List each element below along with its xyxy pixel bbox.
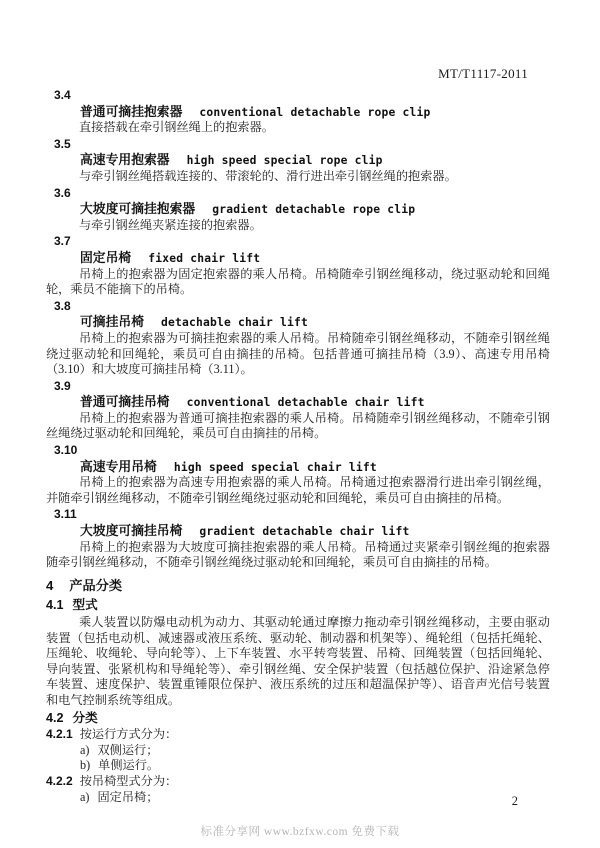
term-chinese: 高速专用抱索器: [80, 152, 170, 168]
term-section-3-5: [46, 137, 550, 185]
clause-number: 3.6: [54, 185, 71, 200]
list-item-text: 单侧运行。: [98, 758, 160, 773]
clause-4-2-1-text: 按运行方式分为：: [79, 727, 178, 742]
clause-4-1-title: 型式: [72, 598, 98, 613]
clause-4-heading: [46, 578, 550, 594]
term-english: gradient detachable chair lift: [199, 525, 410, 539]
clause-number: 3.7: [54, 234, 71, 249]
term-chinese: 可摘挂吊椅: [80, 314, 144, 330]
list-item-label: a): [80, 789, 90, 804]
clause-4-2-title: 分类: [72, 710, 98, 725]
term-english: conventional detachable chair lift: [186, 396, 425, 410]
term-heading: [46, 201, 550, 218]
clause-4-2-2-number: 4.2.2: [46, 773, 73, 788]
term-heading: [46, 314, 550, 331]
term-section-3-9: [46, 379, 550, 442]
term-english: conventional detachable rope clip: [199, 105, 431, 119]
clause-4-2-2-heading: [46, 774, 550, 790]
term-chinese: 普通可摘挂吊椅: [80, 394, 170, 410]
clause-number: 3.5: [54, 136, 71, 151]
term-chinese: 固定吊椅: [80, 249, 132, 265]
term-english: high speed special rope clip: [186, 154, 383, 168]
term-heading: [46, 104, 550, 121]
term-definition: 与牵引钢丝绳搭载连接的、带滚轮的、滑行进出牵引钢丝绳的抱索器。: [79, 168, 457, 183]
clause-number: 3.8: [54, 298, 71, 313]
term-definition: 吊椅上的抱索器为可摘挂抱索器的乘人吊椅。吊椅随牵引钢丝绳移动，不随牵引钢丝绳绕过驱动轮和回绳轮，乘员可自由摘挂的吊椅。包括普通可摘挂吊椅（3.9）、高速专用吊椅（3.10）和大坡度可摘挂吊椅（3.11）。: [46, 330, 550, 377]
page-content: [46, 88, 550, 805]
clause-number: 3.9: [54, 378, 71, 393]
watermark-text: 标准分享网 www.bzfxw.com 免费下载: [200, 826, 400, 838]
term-section-3-6: [46, 186, 550, 234]
term-definition: 吊椅上的抱索器为普通可摘挂抱索器的乘人吊椅。吊椅随牵引钢丝绳移动，不随牵引钢丝绳绕过驱动轮和回绳轮，乘员可自由摘挂的吊椅。: [46, 410, 550, 441]
term-definition: 吊椅上的抱索器为高速专用抱索器的乘人吊椅。吊椅通过抱索器滑行进出牵引钢丝绳，并随牵引钢丝绳移动，不随牵引钢丝绳绕过驱动轮和回绳轮，乘员可自由摘挂的吊椅。: [46, 475, 550, 505]
clause-4-2-1-heading: [46, 727, 550, 743]
term-section-3-10: [46, 443, 550, 506]
list-item-text: 双侧运行；: [97, 742, 159, 757]
term-english: fixed chair lift: [148, 251, 261, 265]
term-definition: 吊椅上的抱索器为大坡度可摘挂抱索器的乘人吊椅。吊椅通过夹紧牵引钢丝绳的抱索器随牵引钢丝绳移动，不随牵引钢丝绳绕过驱动轮和回绳轮，乘员可自由摘挂的吊椅。: [46, 539, 550, 570]
term-section-3-4: [46, 88, 550, 136]
term-heading: [46, 459, 550, 476]
term-section-3-8: [46, 299, 550, 378]
term-definition: 吊椅上的抱索器为固定抱索器的乘人吊椅。吊椅随牵引钢丝绳移动，绕过驱动轮和回绳轮，乘员不能摘下的吊椅。: [46, 266, 550, 297]
clause-4-number: 4: [46, 577, 54, 593]
list-item: [46, 743, 550, 759]
list-item: [46, 758, 550, 774]
term-chinese: 大坡度可摘挂抱索器: [80, 201, 196, 217]
list-item: [46, 790, 550, 806]
term-heading: [46, 523, 550, 540]
term-section-3-11: [46, 507, 550, 570]
term-heading: [46, 394, 550, 411]
term-heading: [46, 152, 550, 169]
clause-4-1-number: 4.1: [46, 598, 64, 613]
term-section-3-7: [46, 234, 550, 297]
list-item-text: 固定吊椅；: [97, 789, 159, 804]
page-number: 2: [511, 794, 518, 808]
term-definition: 直接搭载在牵引钢丝绳上的抱索器。: [79, 120, 274, 135]
term-chinese: 普通可摘挂抱索器: [80, 103, 183, 119]
term-english: detachable chair lift: [161, 316, 309, 330]
term-english: gradient detachable rope clip: [212, 203, 416, 217]
term-chinese: 大坡度可摘挂吊椅: [80, 523, 183, 539]
clause-4-2-number: 4.2: [46, 710, 64, 725]
clause-4-1-heading: [46, 598, 550, 614]
clause-4-2-1-number: 4.2.1: [46, 727, 73, 742]
list-item-label: b): [80, 758, 91, 773]
clause-4-2-heading: [46, 711, 550, 727]
term-heading: [46, 250, 550, 267]
doc-number-header: MT/T1117-2011: [438, 66, 528, 81]
clause-4-title: 产品分类: [69, 577, 123, 593]
term-english: high speed special chair lift: [173, 460, 377, 474]
clause-4-2-2-text: 按吊椅型式分为：: [79, 773, 178, 788]
clause-number: 3.10: [54, 443, 78, 458]
term-chinese: 高速专用吊椅: [80, 458, 157, 474]
clause-number: 3.11: [54, 507, 77, 522]
list-item-label: a): [80, 742, 90, 757]
clause-number: 3.4: [54, 88, 71, 102]
term-definition: 与牵引钢丝绳夹紧连接的抱索器。: [79, 217, 262, 232]
clause-4-1-body: 乘人装置以防爆电动机为动力、其驱动轮通过摩擦力拖动牵引钢丝绳移动，主要由驱动装置（包括电动机、减速器或液压系统、驱动轮、制动器和机架等）、绳轮组（包括托绳轮、压绳轮、收绳轮、导向轮等）、上下车装置、水平转弯装置、吊椅、回绳装置（包括回绳轮、导向装置、张紧机构和导绳轮等）、牵引钢丝绳、安全保护装置（包括越位保护、沿途紧急停车装置、速度保护、装置重锤限位保护、液压系统的过压和超温保护等）、语音声光信号装置和电气控制系统等组成。: [46, 615, 550, 707]
